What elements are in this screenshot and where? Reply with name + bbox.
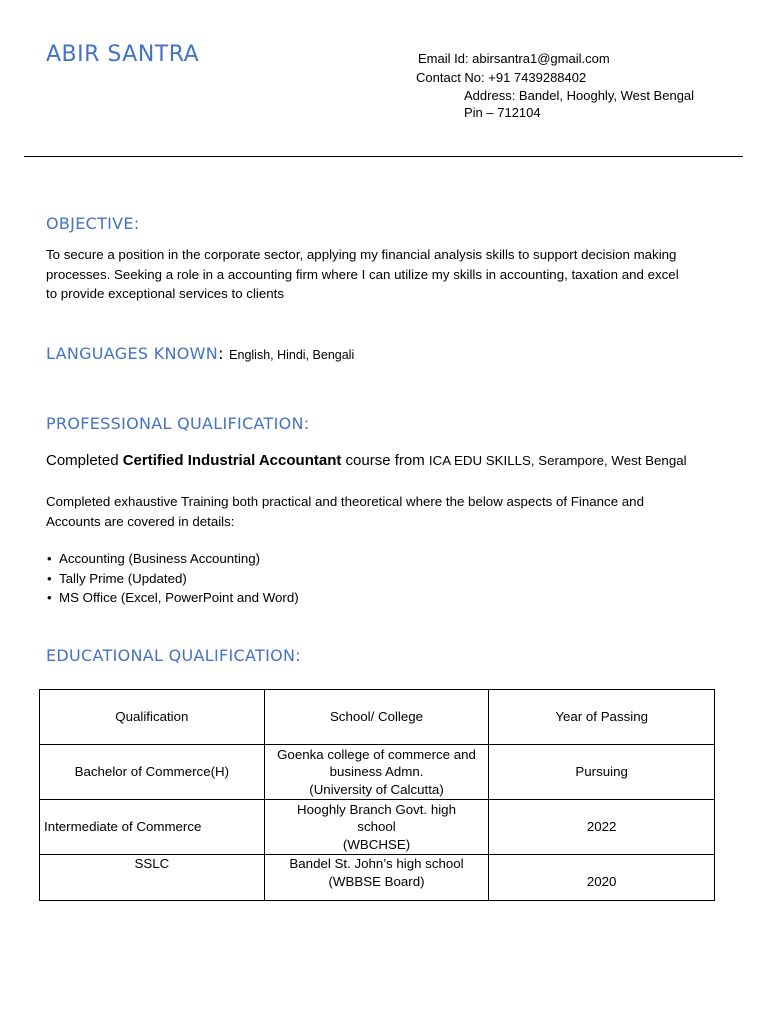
course-line [46,452,687,469]
course-name: Certified Industrial Accountant [122,452,342,469]
objective-line: To secure a position in the corporate sector, applying my financial analysis skills to support decision making [46,247,677,262]
qualification-cell: SSLC [40,855,265,901]
list-item: • Tally Prime (Updated) [47,569,299,589]
email-line: Email Id: abirsantra1@gmail.com [418,51,610,66]
school-line: (WBCHSE) [342,836,411,852]
list-item: • Accounting (Business Accounting) [47,549,299,569]
candidate-name: ABIR SANTRA [46,42,200,67]
training-text [46,492,736,531]
languages-heading: LANGUAGES KNOWN [46,344,219,363]
table-row [40,855,715,901]
school-line: Bandel St. John’s high school [289,856,464,871]
table-row [40,800,715,855]
course-prefix: Completed [46,452,123,469]
qualification-cell: Bachelor of Commerce(H) [40,745,265,800]
year-cell: Pursuing [489,745,715,800]
school-line: (University of Calcutta) [309,781,444,797]
qualification-cell: Intermediate of Commerce [40,800,265,855]
column-header-qualification: Qualification [40,690,265,745]
school-cell [264,745,489,800]
school-line: business Admn. [329,764,424,780]
objective-line: to provide exceptional services to clients [46,286,284,301]
school-line: school [357,819,396,835]
objective-heading: OBJECTIVE: [46,214,140,233]
school-line: (WBBSE Board) [328,873,425,889]
course-institute: ICA EDU SKILLS, Serampore, West Bengal [428,453,687,468]
school-cell [264,855,489,901]
pin-line: Pin – 712104 [464,105,541,120]
education-table [39,689,715,901]
column-header-school: School/ College [264,690,489,745]
table-header-row [40,690,715,745]
education-heading: EDUCATIONAL QUALIFICATION: [46,646,301,665]
training-line: Accounts are covered in details: [46,513,235,529]
languages-section [46,344,354,363]
table-row [40,745,715,800]
contact-line: Contact No: +91 7439288402 [416,70,587,85]
year-cell: 2020 [489,855,715,901]
header-divider-left [24,156,402,157]
languages-value: English, Hindi, Bengali [229,348,355,362]
languages-colon: : [218,344,224,363]
objective-line: processes. Seeking a role in a accounting firm where I can utilize my skills in accounting, taxation and excel [46,266,679,282]
training-line: Completed exhaustive Training both practical and theoretical where the below aspects of Finance and [46,494,644,509]
school-cell [264,800,489,855]
objective-text [46,245,736,304]
skills-list [47,549,299,608]
school-line: Goenka college of commerce and [277,746,476,762]
list-item: • MS Office (Excel, PowerPoint and Word) [47,588,299,608]
column-header-year: Year of Passing [489,690,715,745]
course-suffix: course from [341,452,429,469]
address-line: Address: Bandel, Hooghly, West Bengal [464,88,695,103]
header-divider-right [402,156,743,157]
professional-heading: PROFESSIONAL QUALIFICATION: [46,414,310,433]
year-cell: 2022 [489,800,715,855]
school-line: Hooghly Branch Govt. high [297,801,456,817]
